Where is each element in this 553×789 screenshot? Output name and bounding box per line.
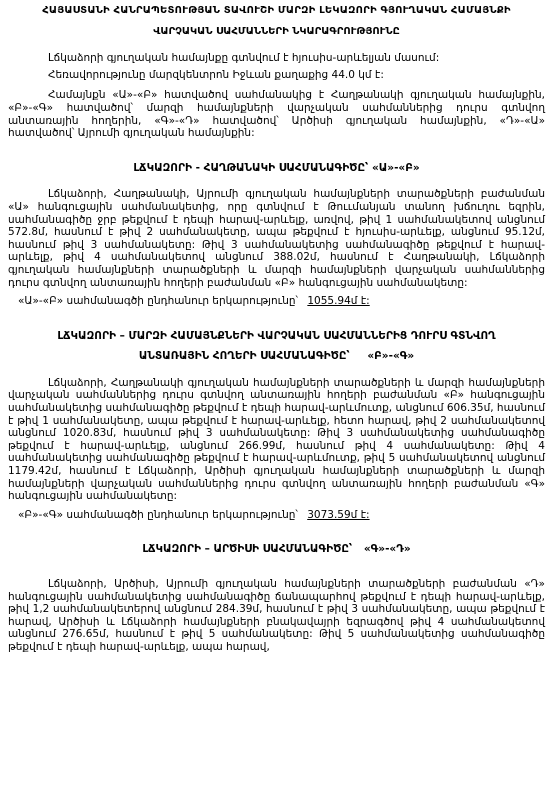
section2-heading-line2 [8, 350, 545, 363]
section2-heading-text: ԱՆՏԱՌԱՅԻՆ ՀՈՂԵՐԻ ՍԱՀՄԱՆԱԳԻԾԸ՝ [138, 350, 350, 363]
section3-body: Լճկաձորի, Արծիսի, Այրումի գյուղական համայնքների տարածքների բաժանման «Դ» հանգուցային սահմանակետից սահմանագիծը ճանապարհով թեքվում է դեպի հարավ-արևելք, թիվ 1,2 սահմանակետերով անցնում 284.39մ, հասնում է թիվ 3 սահմանակետը, ապա թեքվում է հարավ, Արծիսի և Լճկաձորի համայնքների բնակավայրի եզրագծով թիվ 4 սահմանակետով անցնում 276.65մ, հասնում է թիվ 5 սահմանակետը: Թիվ 5 սահմանակետից սահմանագիծը թեքվում է դեպի հարավ-արևելք, ապա հարավ, [8, 578, 545, 653]
intro-neighbors: Համայնքն «Ա»-«Բ» հատվածով սահմանակից է Հաղթանակի գյուղական համայնքին, «Բ»-«Գ» հատվածով՝ մարզի համայնքների վարչական սահմաններից դուրս գտնվող անտառային հողերին, «Գ»-«Դ» հատվածով՝ Արծիսի գյուղական համայնքին, «Դ»-«Ա» հատվածով՝ Այրումի գյուղական համայնքին: [8, 89, 545, 140]
section1-heading: ԼՃԿԱԶՈՐԻ - ՀԱՂԹԱՆԱԿԻ ՍԱՀՄԱՆԱԳԻԾԸ՝ «Ա»-«Բ» [133, 161, 420, 174]
document-title-line2: ՎԱՐՉԱԿԱՆ ՍԱՀՄԱՆՆԵՐԻ ՆԿԱՐԱԳՐՈՒԹՅՈՒՆԸ [153, 25, 400, 37]
section1-total-value: 1055.94մ է: [307, 295, 370, 308]
section1-total-label: «Ա»-«Բ» սահմանագծի ընդհանուր երկարությունը՝ [18, 295, 299, 308]
section1-total [8, 295, 545, 308]
section2-body: Լճկաձորի, Հաղթանակի գյուղական համայնքների տարածքների և մարզի համայնքների վարչական սահմաններից դուրս գտնվող անտառային հողերի բաժանման «Բ» հանգուցային սահմանակետից սահմանագիծը թեքվում է դեպի հարավ-արևմուտք, անցնում 606.35մ, հասնում է թիվ 1 սահմանակետը, ապա թեքվում է հարավ-արևելք, հետո հարավ, թիվ 2 սահմանակետով անցնում 1020.83մ, հասնում թիվ 3 սահմանակետը: Թիվ 3 սահմանակետից սահմանագիծը թեքվում է հարավ-արևելք, անցնում 266.99մ, հասնում թիվ 4 սահմանակետը: Թիվ 4 սահմանակետից սահմանագիծը թեքվում է հարավ-արևմուտք, թիվ 5 սահմանակետով անցնում 1179.42մ, հասնում է Լճկաձորի, Արծիսի գյուղական համայնքների տարածքների և մարզի համայնքների վարչական սահմաններից դուրս գտնվող անտառային հողերի բաժանման «Գ» հանգուցային սահմանակետը: [8, 376, 546, 503]
section2-total [8, 509, 545, 522]
section2-heading-code: «Բ»-«Գ» [367, 350, 415, 363]
section3-heading-text: ԼՃԿԱԶՈՐԻ – ԱՐԾԻՍԻ ՍԱՀՄԱՆԱԳԻԾԸ՝ [142, 543, 353, 556]
section3-heading [8, 543, 545, 556]
document-title-line1: ՀԱՅԱՍՏԱՆԻ ՀԱՆՐԱՊԵՏՈՒԹՅԱՆ ՏԱՎՈՒՇԻ ՄԱՐԶԻ ԼԵԿԱԶՈՐԻ ԳՅՈՒՂԱԿԱՆ ՀԱՄԱՅՆՔԻ [42, 5, 511, 16]
intro-location: Լճկաձորի գյուղական համայնքը գտնվում է հյուսիս-արևելյան մասում: [48, 52, 440, 65]
section2-heading-line1: ԼՃԿԱԶՈՐԻ – ՄԱՐԶԻ ՀԱՄԱՅՆՔՆԵՐԻ ՎԱՐՉԱԿԱՆ ՍԱՀՄԱՆՆԵՐԻՑ ԴՈՒՐՍ ԳՏՆՎՈՂ [57, 329, 496, 342]
section3-heading-code: «Գ»-«Դ» [363, 543, 411, 556]
intro-distance: Հեռավորությունը մարզկենտրոն Իջևան քաղաքից 44.0 կմ է: [48, 68, 384, 81]
section2-total-value: 3073.59մ է: [307, 508, 370, 521]
section2-total-label: «Բ»-«Գ» սահմանագծի ընդհանուր երկարությունը՝ [18, 508, 298, 521]
section1-body: Լճկաձորի, Հաղթանակի, Այրումի գյուղական համայնքների տարածքների բաժանման «Ա» հանգուցային սահմանակետից, որը գտնվում է Թոււմանյան տանող խճուղու եզրին, սահմանագիծը ջրբ թեքվում է դեպի հարավ-արևելք, առվով, թիվ 1 սահմանակետով անցնում 572.8մ, հասնում է թիվ 2 սահմանակետը, ապա թեքվում է հյուսիս-արևելք, անցնում 95.12մ, հասնում թիվ 3 սահմանակետը: Թիվ 3 սահմանակետից սահմանագիծը թեքվում է հարավ-արևելք, թիվ 4 սահմանակետով անցնում 388.02մ, հասնում է Հաղթանակի, Լճկաձորի գյուղական համայնքների տարածքների և մարզի համայնքների վարչական սահմաններից դուրս գտնվող անտառային հողերի բաժանման «Բ» հանգուցային սահմանակետը: [8, 188, 545, 289]
